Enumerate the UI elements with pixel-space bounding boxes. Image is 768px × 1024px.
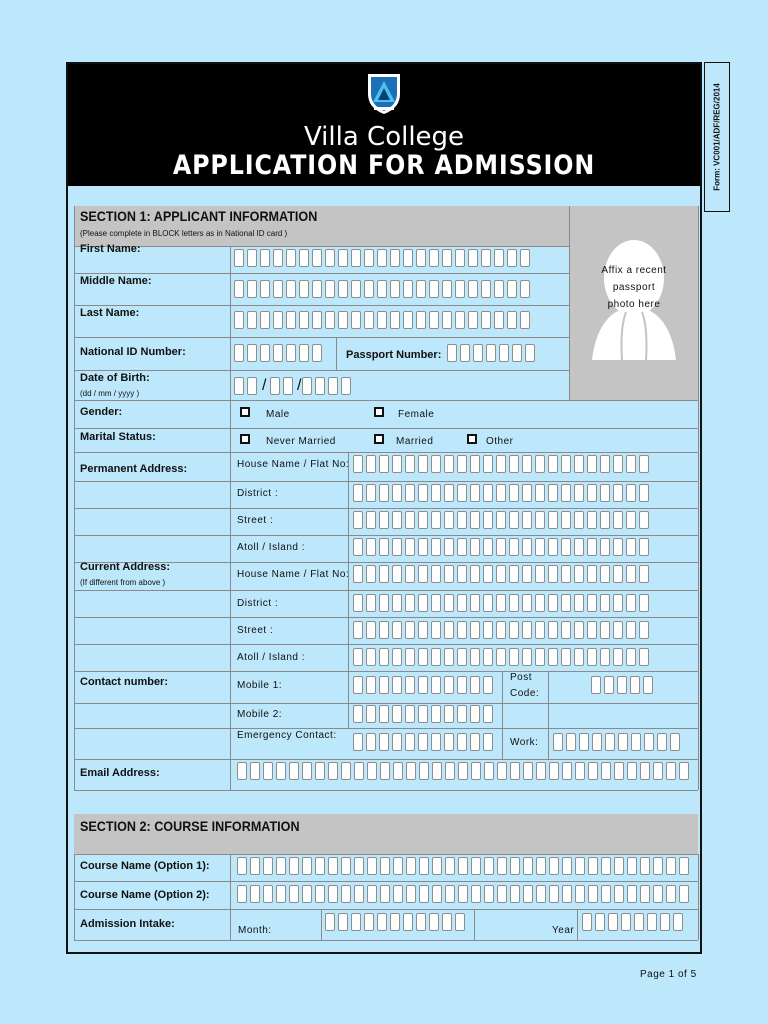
perm-district-label: District :: [237, 488, 279, 499]
national-id-field[interactable]: [234, 344, 322, 362]
perm-atoll-field[interactable]: [353, 538, 649, 556]
curr-house-label: House Name / Flat No:: [237, 569, 350, 580]
mobile1-label: Mobile 1:: [237, 680, 283, 691]
married-checkbox[interactable]: [374, 434, 384, 444]
other-label: Other: [486, 436, 514, 447]
code-label: Code:: [510, 688, 540, 699]
perm-street-label: Street :: [237, 515, 274, 526]
year-field[interactable]: [582, 913, 683, 931]
male-label: Male: [266, 409, 290, 420]
curr-district-label: District :: [237, 598, 279, 609]
passport-field[interactable]: [447, 344, 535, 362]
current-address-label: Current Address:: [80, 561, 171, 573]
dob-year-field[interactable]: [302, 377, 351, 395]
perm-district-field[interactable]: [353, 484, 649, 502]
course-option2-label: Course Name (Option 2):: [80, 889, 210, 901]
year-label: Year: [552, 925, 575, 936]
course-option1-field[interactable]: [237, 857, 689, 875]
curr-street-field[interactable]: [353, 621, 649, 639]
photo-line-1: Affix a recent: [601, 265, 667, 276]
last-name-field[interactable]: [234, 311, 530, 329]
mobile1-field[interactable]: [353, 676, 493, 694]
dob-separator-2: /: [297, 377, 302, 394]
curr-district-field[interactable]: [353, 594, 649, 612]
photo-instructions: [592, 262, 676, 313]
perm-house-label: House Name / Flat No:: [237, 459, 350, 470]
last-name-label: Last Name:: [80, 307, 140, 319]
month-field[interactable]: [325, 913, 465, 931]
month-label: Month:: [238, 925, 272, 936]
email-label: Email Address:: [80, 767, 160, 779]
dob-label: Date of Birth:: [80, 372, 150, 384]
dob-day-field[interactable]: [234, 377, 257, 395]
contact-number-label: Contact number:: [80, 676, 168, 688]
permanent-address-label: Permanent Address:: [80, 463, 188, 475]
current-address-note: (If different from above ): [80, 578, 166, 587]
photo-line-3: photo here: [607, 299, 661, 310]
work-field[interactable]: [553, 733, 680, 751]
mobile2-label: Mobile 2:: [237, 709, 283, 720]
dob-month-field[interactable]: [270, 377, 293, 395]
emergency-contact-label: Emergency Contact:: [237, 730, 337, 741]
college-logo-icon: [364, 70, 404, 116]
section2-title: SECTION 2: COURSE INFORMATION: [80, 818, 300, 834]
mobile2-field[interactable]: [353, 705, 493, 723]
section1-title: SECTION 1: APPLICANT INFORMATION: [80, 208, 318, 224]
emergency-contact-field[interactable]: [353, 733, 493, 751]
course-option1-label: Course Name (Option 1):: [80, 860, 210, 872]
middle-name-field[interactable]: [234, 280, 530, 298]
never-married-checkbox[interactable]: [240, 434, 250, 444]
email-field[interactable]: [237, 762, 689, 780]
perm-atoll-label: Atoll / Island :: [237, 542, 306, 553]
post-code-field[interactable]: [591, 676, 653, 694]
perm-house-field[interactable]: [353, 455, 649, 473]
form-reference: Form: VC001/ADF/REG/2014: [712, 83, 722, 191]
passport-label: Passport Number:: [346, 349, 442, 361]
curr-atoll-field[interactable]: [353, 648, 649, 666]
marital-status-label: Marital Status:: [80, 431, 156, 443]
female-checkbox[interactable]: [374, 407, 384, 417]
form-title: APPLICATION FOR ADMISSION: [172, 150, 596, 181]
admission-intake-label: Admission Intake:: [80, 918, 175, 930]
married-label: Married: [396, 436, 434, 447]
work-label: Work:: [510, 737, 539, 748]
section1-note: (Please complete in BLOCK letters as in National ID card ): [80, 229, 288, 238]
dob-separator-1: /: [262, 377, 267, 394]
other-checkbox[interactable]: [467, 434, 477, 444]
male-checkbox[interactable]: [240, 407, 250, 417]
curr-atoll-label: Atoll / Island :: [237, 652, 306, 663]
course-option2-field[interactable]: [237, 885, 689, 903]
college-name: Villa College: [303, 122, 465, 152]
middle-name-label: Middle Name:: [80, 275, 152, 287]
perm-street-field[interactable]: [353, 511, 649, 529]
form-reference-box: [704, 62, 730, 212]
gender-label: Gender:: [80, 406, 123, 418]
photo-line-2: passport: [612, 282, 656, 293]
first-name-field[interactable]: [234, 249, 530, 267]
national-id-label: National ID Number:: [80, 346, 186, 358]
female-label: Female: [398, 409, 435, 420]
dob-format: (dd / mm / yyyy ): [80, 389, 140, 398]
page-number: Page 1 of 5: [640, 969, 697, 980]
first-name-label: First Name:: [80, 243, 141, 255]
never-married-label: Never Married: [266, 436, 336, 447]
curr-street-label: Street :: [237, 625, 274, 636]
post-label: Post: [510, 672, 533, 683]
curr-house-field[interactable]: [353, 565, 649, 583]
